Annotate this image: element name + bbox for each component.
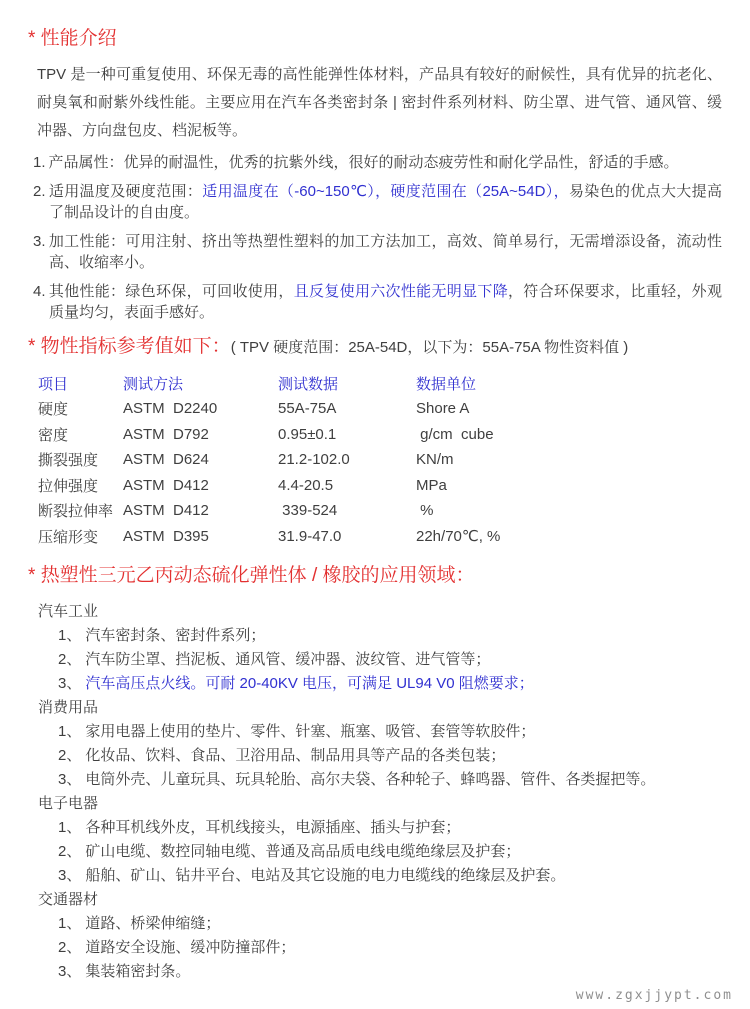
performance-item-1	[33, 152, 722, 174]
item-number: 2.	[33, 182, 46, 200]
item-number: 3、	[58, 675, 82, 692]
application-item	[28, 768, 722, 792]
item-text: 汽车密封条、密封件系列；	[85, 627, 266, 644]
group-title-automotive: 汽车工业	[38, 603, 99, 620]
cell-unit: Shore A	[416, 400, 470, 418]
properties-heading: * 物性指标参考值如下：	[28, 335, 231, 357]
item-text: 道路安全设施、缓冲防撞部件；	[85, 939, 296, 956]
table-row-elongation	[38, 498, 646, 524]
application-item	[28, 936, 722, 960]
item-text: 加工性能：可用注射、挤出等热塑性塑料的加工方法加工，高效、简单易行，无需增添设备，流动性高、收缩率小。	[48, 232, 722, 271]
item-number: 1.	[33, 154, 46, 171]
item-text: 矿山电缆、数控同轴电缆、普通及高品质电线电缆绝缘层及护套；	[85, 843, 521, 860]
cell-method: ASTM D412	[123, 502, 209, 520]
item-number: 3、	[58, 867, 82, 884]
cell-method: ASTM D624	[123, 451, 209, 469]
cell-data: 55A-75A	[278, 400, 337, 418]
table-row-tear-strength	[38, 447, 646, 473]
item-text-highlight: 且反复使用六次性能无明显下降	[293, 282, 508, 300]
item-text: ，符合环保要求，比重轻，外观质量均匀，表面手感好。	[49, 282, 722, 321]
cell-property: 拉伸强度	[38, 477, 99, 495]
cell-method: ASTM D2240	[123, 400, 218, 418]
item-text: 适用温度及硬度范围：	[48, 182, 203, 200]
cell-data: 0.95±0.1	[278, 425, 337, 443]
item-text: 化妆品、饮料、食品、卫浴用品、制品用具等产品的各类包装；	[85, 747, 506, 764]
performance-item-2	[33, 181, 722, 224]
cell-unit: MPa	[416, 476, 447, 494]
item-number: 2、	[58, 747, 82, 764]
item-number: 3、	[58, 771, 82, 788]
table-row-tensile-strength	[38, 473, 646, 499]
table-row-compression-set	[38, 524, 646, 550]
site-watermark: www.zgxjjypt.com	[575, 988, 733, 1003]
cell-property: 硬度	[38, 401, 69, 419]
item-text: 汽车防尘罩、挡泥板、通风管、缓冲器、波纹管、进气管等；	[85, 651, 491, 668]
item-number: 2、	[58, 843, 82, 860]
cell-unit: %	[416, 502, 434, 520]
column-header-method: 测试方法	[123, 375, 184, 393]
item-text: 集装箱密封条。	[85, 963, 191, 980]
item-number: 1、	[58, 723, 82, 740]
item-text: 其他性能：绿色环保，可回收使用，	[48, 282, 294, 300]
cell-property: 断裂拉伸率	[38, 503, 114, 521]
applications-list	[28, 600, 722, 984]
item-number: 3.	[33, 232, 46, 250]
application-item	[28, 744, 722, 768]
cell-property: 压缩形变	[38, 528, 99, 546]
cell-data: 4.4-20.5	[278, 476, 334, 494]
table-header-row	[38, 371, 646, 397]
table-row-hardness	[38, 396, 646, 422]
item-text-highlight: 适用温度在（-60~150℃），硬度范围在（25A~54D），	[202, 182, 569, 200]
item-text-highlight: 汽车高压点火线。可耐 20-40KV 电压，可满足 UL94 V0 阻燃要求；	[85, 675, 534, 692]
application-item	[28, 840, 722, 864]
item-text: 家用电器上使用的垫片、零件、针塞、瓶塞、吸管、套管等软胶件；	[85, 723, 536, 740]
cell-method: ASTM D412	[123, 476, 209, 494]
item-number: 1、	[58, 915, 82, 932]
application-item	[28, 912, 722, 936]
group-title-transport: 交通器材	[38, 891, 99, 908]
item-number: 3、	[58, 963, 82, 980]
application-item	[28, 816, 722, 840]
item-text: 易染色的优点大大提高了制品设计的自由度。	[49, 182, 722, 221]
cell-data: 21.2-102.0	[278, 451, 350, 469]
item-text: 产品属性：优异的耐温性，优秀的抗紫外线，很好的耐动态疲劳性和耐化学品性，舒适的手感。	[48, 154, 679, 171]
cell-method: ASTM D395	[123, 527, 209, 545]
cell-data: 339-524	[278, 502, 338, 520]
cell-property: 密度	[38, 426, 69, 444]
item-text: 电筒外壳、儿童玩具、玩具轮胎、高尔夫袋、各种轮子、蜂鸣器、管件、各类握把等。	[85, 771, 656, 788]
column-header-item: 项目	[38, 375, 69, 393]
item-number: 2、	[58, 939, 82, 956]
item-number: 1、	[58, 819, 82, 836]
table-row-density	[38, 422, 646, 448]
properties-heading-note: ( TPV 硬度范围：25A-54D，以下为：55A-75A 物性资料值 )	[230, 338, 629, 356]
applications-heading: * 热塑性三元乙丙动态硫化弹性体 / 橡胶的应用领域：	[28, 565, 475, 586]
performance-list	[33, 152, 722, 324]
item-text: 道路、桥梁伸缩缝；	[85, 915, 221, 932]
group-title-consumer: 消费用品	[38, 699, 99, 716]
group-title-electronics: 电子电器	[38, 795, 99, 812]
application-item	[28, 864, 722, 888]
application-item	[28, 624, 722, 648]
column-header-data: 测试数据	[278, 375, 339, 393]
column-header-unit: 数据单位	[416, 375, 477, 393]
properties-table	[38, 371, 646, 550]
properties-heading-row	[28, 334, 722, 361]
cell-data: 31.9-47.0	[278, 527, 342, 545]
application-item	[28, 648, 722, 672]
cell-unit: KN/m	[416, 451, 454, 469]
application-item	[28, 960, 722, 984]
item-number: 1、	[58, 627, 82, 644]
performance-heading: * 性能介绍	[28, 28, 117, 49]
application-item	[28, 720, 722, 744]
cell-unit: g/cm cube	[416, 425, 494, 443]
application-item	[28, 672, 722, 696]
cell-unit: 22h/70℃, %	[416, 528, 501, 546]
item-text: 各种耳机线外皮，耳机线接头，电源插座、插头与护套；	[85, 819, 461, 836]
cell-method: ASTM D792	[123, 425, 209, 443]
item-number: 4.	[33, 282, 46, 300]
item-number: 2、	[58, 651, 82, 668]
performance-item-3	[33, 231, 722, 274]
cell-property: 撕裂强度	[38, 452, 99, 470]
performance-intro: TPV 是一种可重复使用、环保无毒的高性能弹性体材料，产品具有较好的耐候性，具有优异的抗老化、耐臭氧和耐紫外线性能。主要应用在汽车各类密封条 | 密封件系列材料、防尘罩、进气管、通风管、缓冲器、方向盘包皮、档泥板等。	[37, 66, 722, 139]
performance-item-4	[33, 281, 722, 324]
item-text: 船舶、矿山、钻井平台、电站及其它设施的电力电缆线的绝缘层及护套。	[85, 867, 566, 884]
